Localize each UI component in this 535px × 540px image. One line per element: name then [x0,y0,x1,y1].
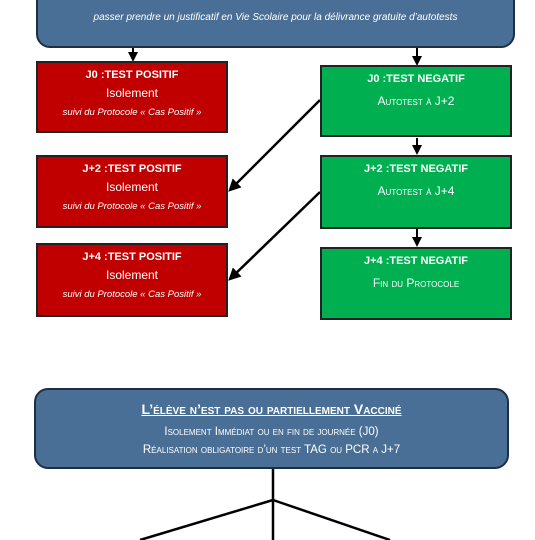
negative-title: J+2 :TEST NEGATIF [363,163,468,175]
fan-line-right [273,500,390,540]
top-info-box [36,0,515,48]
positive-title: J+2 :TEST POSITIF [82,163,182,175]
non-vaccinated-line-1: Isolement Immédiat ou en fin de journée (J0) [164,426,379,438]
positive-note: suivi du Protocole « Cas Positif » [62,107,202,118]
non-vaccinated-title: L’élève n’est pas ou partiellement Vacciné [141,401,402,417]
negative-box-j4 [320,247,512,320]
non-vaccinated-line-2: Réalisation obligatoire d’un test TAG ou PCR a J+7 [142,444,401,456]
fan-line-left [140,500,273,540]
positive-sub: Isolement [105,86,159,100]
non-vaccinated-box [34,388,509,469]
positive-note: suivi du Protocole « Cas Positif » [62,289,202,300]
top-box-line: passer prendre un justificatif en Vie Scolaire pour la délivrance gratuite d’autotests [93,12,458,23]
positive-box-j4 [36,243,228,317]
negative-sub: Autotest à J+4 [377,184,455,198]
positive-sub: Isolement [105,180,159,194]
positive-title: J+4 :TEST POSITIF [82,251,182,263]
arrow-neg1-to-pos2 [230,192,320,279]
negative-title: J0 :TEST NEGATIF [367,73,465,85]
negative-box-j2 [320,155,512,229]
negative-title: J+4 :TEST NEGATIF [363,255,468,267]
negative-sub: Fin du Protocole [372,276,460,290]
negative-sub: Autotest à J+2 [377,94,455,108]
positive-note: suivi du Protocole « Cas Positif » [62,201,202,212]
negative-box-j0 [320,65,512,137]
arrow-neg0-to-pos1 [230,100,320,190]
positive-box-j0 [36,61,228,133]
positive-box-j2 [36,155,228,228]
positive-title: J0 :TEST POSITIF [85,69,179,81]
positive-sub: Isolement [105,268,159,282]
